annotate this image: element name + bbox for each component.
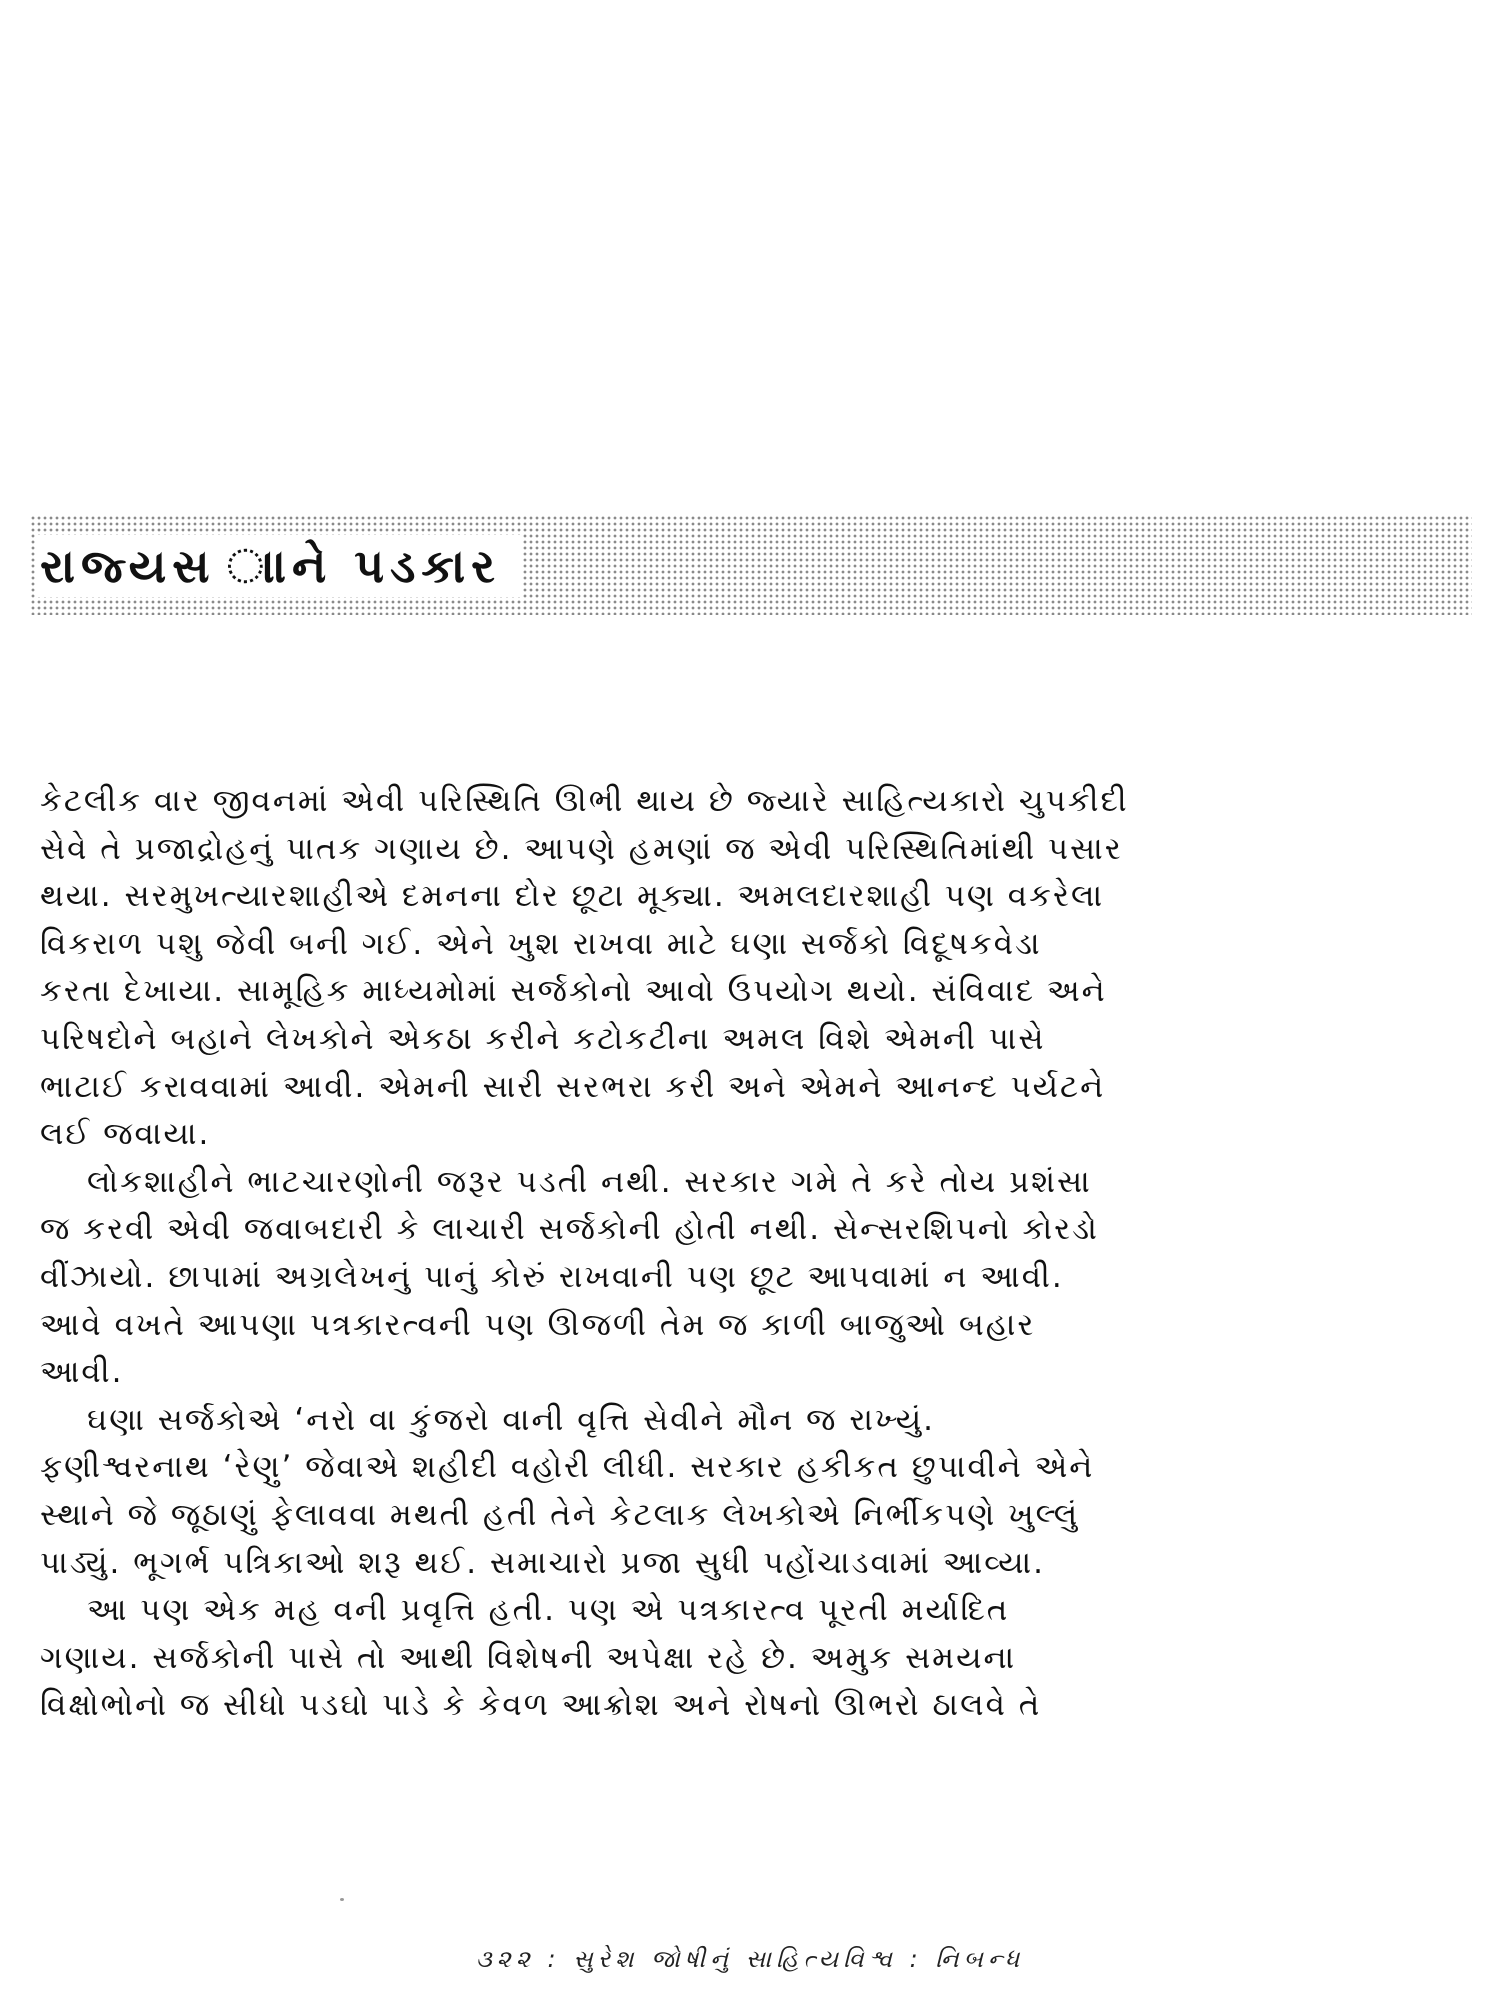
print-speck [340,1898,344,1901]
paragraph-1-line-3: થયા. સરમુખત્યારશાહીએ દમનના દોર છૂટા મૂક્યા. અમલદારશાહી પણ વકરેલા [40,878,1105,915]
paragraph-1-line-8: લઈ જવાયા. [40,1116,211,1153]
paragraph-2-line-2: જ કરવી એવી જવાબદારી કે લાચારી સર્જકોની હોતી નથી. સેન્સરશિપનો કોરડો [40,1211,1099,1248]
paragraph-4-line-3: વિક્ષોભોનો જ સીધો પડઘો પાડે કે કેવળ આક્રોશ અને રોષનો ઊભરો ઠાલવે તે [40,1687,1042,1724]
paragraph-1-line-7: ભાટાઈ કરાવવામાં આવી. એમની સારી સરભરા કરી અને એમને આનન્દ પર્યટને [40,1068,1106,1105]
paragraph-1-line-1: કેટલીક વાર જીવનમાં એવી પરિસ્થિતિ ઊભી થાય છે જ્યારે સાહિત્યકારો ચુપકીદી [40,783,1129,819]
paragraph-1-line-5: કરતા દેખાયા. સામૂહિક માધ્યમોમાં સર્જકોનો આવો ઉપયોગ થયો. સંવિવાદ અને [40,973,1107,1010]
paragraph-4-line-2: ગણાય. સર્જકોની પાસે તો આથી વિશેષની અપેક્ષા રહે છે. અમુક સમયના [40,1639,1017,1676]
paragraph-1-line-2: સેવે તે પ્રજાદ્રોહનું પાતક ગણાય છે. આપણે હમણાં જ એવી પરિસ્થિતિમાંથી પસાર [40,830,1123,867]
paragraph-2-line-3: વીંઝાયો. છાપામાં અગ્રલેખનું પાનું કોરું રાખવાની પણ છૂટ આપવામાં ન આવી. [40,1258,1064,1295]
body-text [40,778,1465,1730]
paragraph-3-line-4: પાડ્યું. ભૂગર્ભ પત્રિકાઓ શરૂ થઈ. સમાચારો પ્રજા સુધી પહોંચાડવામાં આવ્યા. [40,1544,1045,1581]
chapter-title: રાજ્યસ ાાને પડકાર [36,535,523,597]
paragraph-3-line-3: સ્થાને જે જૂઠાણું ફેલાવવા મથતી હતી તેને કેટલાક લેખકોએ નિર્ભીકપણે ખુલ્લું [40,1496,1080,1533]
paragraph-1-line-6: પરિષદોને બહાને લેખકોને એકઠા કરીને કટોકટીના અમલ વિશે એમની પાસે [40,1020,1046,1057]
page-footer: ૩૨૨ : સુરેશ જોષીનું સાહિત્યવિશ્વ : નિબન્ધ [475,1945,1025,1973]
paragraph-4-line-1: આ પણ એક મહ વની પ્રવૃત્તિ હતી. પણ એ પત્રકારત્વ પૂરતી મર્યાદિત [87,1592,1010,1629]
paragraph-2-line-4: આવે વખતે આપણા પત્રકારત્વની પણ ઊજળી તેમ જ કાળી બાજુઓ બહાર [40,1306,1036,1343]
paragraph-3-line-1: ઘણા સર્જકોએ ‘નરો વા કુંજરો વાની વૃત્તિ સેવીને મૌન જ રાખ્યું. [87,1401,936,1438]
paragraph-2-line-5: આવી. [40,1354,124,1391]
paragraph-2-line-1: લોકશાહીને ભાટચારણોની જરૂર પડતી નથી. સરકાર ગમે તે કરે તોય પ્રશંસા [87,1163,1092,1200]
paragraph-3-line-2: ફણીશ્વરનાથ ‘રેણુ’ જેવાએ શહીદી વહોરી લીધી. સરકાર હકીકત છુપાવીને એને [40,1449,1095,1486]
paragraph-1-line-4: વિકરાળ પશુ જેવી બની ગઈ. એને ખુશ રાખવા માટે ઘણા સર્જકો વિદૂષકવેડા [40,925,1042,962]
